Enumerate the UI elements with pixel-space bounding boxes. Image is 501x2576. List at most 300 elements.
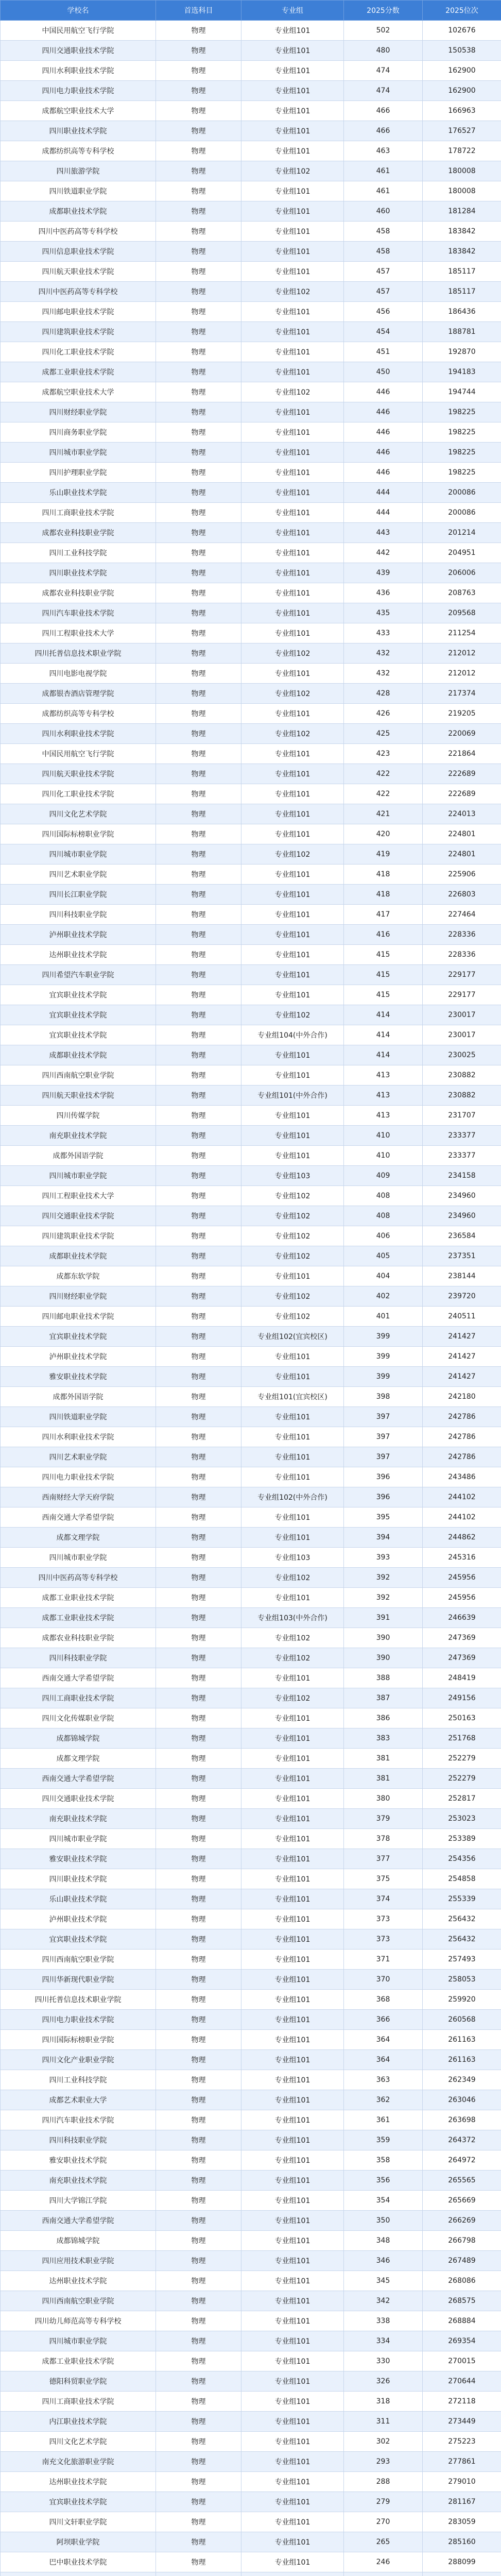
cell-group: 专业组101 xyxy=(241,1708,344,1728)
cell-score: 390 xyxy=(344,1628,423,1648)
cell-subject: 物理 xyxy=(156,563,241,583)
cell-subject: 物理 xyxy=(156,443,241,463)
cell-score: 415 xyxy=(344,965,423,985)
cell-school: 四川铁道职业学院 xyxy=(1,181,156,201)
cell-subject: 物理 xyxy=(156,1246,241,1266)
cell-score: 362 xyxy=(344,2090,423,2110)
cell-rank: 270015 xyxy=(423,2351,501,2371)
table-row xyxy=(1,1708,501,1728)
cell-rank: 250163 xyxy=(423,1708,501,1728)
cell-subject: 物理 xyxy=(156,2452,241,2472)
cell-school: 四川旅游学院 xyxy=(1,161,156,181)
cell-subject: 物理 xyxy=(156,925,241,945)
table-row xyxy=(1,1126,501,1146)
cell-school: 四川艺术职业学院 xyxy=(1,1447,156,1467)
cell-subject: 物理 xyxy=(156,824,241,844)
cell-score: 380 xyxy=(344,1789,423,1809)
cell-school: 成都航空职业技术大学 xyxy=(1,382,156,402)
cell-subject: 物理 xyxy=(156,2512,241,2532)
cell-school: 四川文化传媒职业学院 xyxy=(1,1708,156,1728)
cell-school: 四川建筑职业技术学院 xyxy=(1,322,156,342)
cell-group: 专业组102 xyxy=(241,724,344,744)
cell-subject: 物理 xyxy=(156,643,241,664)
cell-rank: 252279 xyxy=(423,1769,501,1789)
cell-score: 413 xyxy=(344,1065,423,1086)
cell-school: 四川工商职业技术学院 xyxy=(1,1688,156,1708)
cell-rank: 264372 xyxy=(423,2130,501,2150)
table-row xyxy=(1,865,501,885)
cell-score: 422 xyxy=(344,784,423,804)
cell-group: 专业组102 xyxy=(241,1286,344,1307)
table-row xyxy=(1,583,501,603)
cell-subject: 物理 xyxy=(156,1467,241,1487)
cell-rank: 192870 xyxy=(423,342,501,362)
cell-subject: 物理 xyxy=(156,101,241,121)
cell-rank: 261163 xyxy=(423,2050,501,2070)
header-rank: 2025位次 xyxy=(423,1,501,21)
cell-school: 四川护理职业学院 xyxy=(1,463,156,483)
cell-subject: 物理 xyxy=(156,2552,241,2572)
cell-score: 354 xyxy=(344,2191,423,2211)
table-row xyxy=(1,2090,501,2110)
cell-group: 专业组102 xyxy=(241,1246,344,1266)
cell-score: 246 xyxy=(344,2552,423,2572)
cell-rank: 253389 xyxy=(423,1829,501,1849)
cell-score: 415 xyxy=(344,945,423,965)
cell-group: 专业组101 xyxy=(241,1106,344,1126)
cell-group: 专业组102 xyxy=(241,1648,344,1668)
cell-group: 专业组101 xyxy=(241,764,344,784)
cell-school: 四川托普信息技术职业学院 xyxy=(1,643,156,664)
cell-school: 四川铁道职业学院 xyxy=(1,1407,156,1427)
cell-score: 373 xyxy=(344,1909,423,1929)
cell-school: 中国民用航空飞行学院 xyxy=(1,744,156,764)
table-row xyxy=(1,623,501,643)
table-row xyxy=(1,1226,501,1246)
cell-rank: 222689 xyxy=(423,764,501,784)
cell-group: 专业组101 xyxy=(241,1467,344,1487)
cell-school: 四川电力职业技术学院 xyxy=(1,1467,156,1487)
cell-score: 375 xyxy=(344,1869,423,1889)
cell-group: 专业组101 xyxy=(241,2452,344,2472)
cell-subject: 物理 xyxy=(156,242,241,262)
cell-subject: 物理 xyxy=(156,1889,241,1909)
cell-group: 专业组101 xyxy=(241,1929,344,1950)
table-row xyxy=(1,322,501,342)
cell-rank: 222689 xyxy=(423,784,501,804)
cell-school: 四川电影电视学院 xyxy=(1,664,156,684)
cell-school: 四川职业技术学院 xyxy=(1,563,156,583)
cell-rank: 176527 xyxy=(423,121,501,141)
cell-group: 专业组101 xyxy=(241,2070,344,2090)
cell-group: 专业组101 xyxy=(241,1507,344,1528)
table-row xyxy=(1,2231,501,2251)
cell-score: 397 xyxy=(344,1427,423,1447)
cell-score: 423 xyxy=(344,744,423,764)
cell-rank: 258053 xyxy=(423,1970,501,1990)
table-row xyxy=(1,1106,501,1126)
cell-school: 西南财经大学天府学院 xyxy=(1,1487,156,1507)
cell-score: 397 xyxy=(344,1447,423,1467)
cell-subject: 物理 xyxy=(156,1668,241,1688)
table-row xyxy=(1,2412,501,2432)
cell-rank: 251768 xyxy=(423,1728,501,1749)
cell-score: 383 xyxy=(344,1728,423,1749)
table-row xyxy=(1,945,501,965)
cell-score: 450 xyxy=(344,362,423,382)
cell-rank: 269354 xyxy=(423,2331,501,2351)
cell-subject: 物理 xyxy=(156,1728,241,1749)
cell-school: 宜宾职业技术学院 xyxy=(1,985,156,1005)
header-school: 学校名 xyxy=(1,1,156,21)
cell-score: 463 xyxy=(344,141,423,161)
cell-school: 四川科技职业学院 xyxy=(1,1648,156,1668)
cell-score: 338 xyxy=(344,2311,423,2331)
cell-group: 专业组101 xyxy=(241,2532,344,2552)
cell-group: 专业组101 xyxy=(241,463,344,483)
cell-score: 399 xyxy=(344,1347,423,1367)
cell-subject: 物理 xyxy=(156,1206,241,1226)
cell-school: 四川水利职业技术学院 xyxy=(1,1427,156,1447)
cell-score: 406 xyxy=(344,1226,423,1246)
cell-rank: 166963 xyxy=(423,101,501,121)
cell-subject: 物理 xyxy=(156,1065,241,1086)
cell-score: 397 xyxy=(344,1407,423,1427)
cell-group: 专业组101(中外合作) xyxy=(241,1086,344,1106)
cell-score: 379 xyxy=(344,1809,423,1829)
cell-group: 专业组101 xyxy=(241,2492,344,2512)
cell-rank: 262349 xyxy=(423,2070,501,2090)
cell-group: 专业组101 xyxy=(241,402,344,422)
cell-rank: 178722 xyxy=(423,141,501,161)
table-row xyxy=(1,1749,501,1769)
cell-rank: 241427 xyxy=(423,1327,501,1347)
table-row xyxy=(1,121,501,141)
cell-school: 四川邮电职业技术学院 xyxy=(1,1307,156,1327)
cell-school: 泸州职业技术学院 xyxy=(1,1909,156,1929)
cell-group: 专业组101 xyxy=(241,804,344,824)
cell-score: 410 xyxy=(344,1146,423,1166)
cell-group: 专业组101 xyxy=(241,2130,344,2150)
table-row xyxy=(1,1990,501,2010)
table-row xyxy=(1,1186,501,1206)
cell-group: 专业组101 xyxy=(241,543,344,563)
cell-score: 413 xyxy=(344,1106,423,1126)
cell-subject: 物理 xyxy=(156,2191,241,2211)
table-row xyxy=(1,824,501,844)
cell-subject: 物理 xyxy=(156,1327,241,1347)
cell-score: 460 xyxy=(344,201,423,222)
cell-group: 专业组101 xyxy=(241,744,344,764)
table-row xyxy=(1,965,501,985)
cell-group: 专业组102 xyxy=(241,643,344,664)
cell-subject: 物理 xyxy=(156,1708,241,1728)
cell-group: 专业组101 xyxy=(241,623,344,643)
cell-subject: 物理 xyxy=(156,463,241,483)
cell-score: 425 xyxy=(344,724,423,744)
cell-school: 成都农业科技职业学院 xyxy=(1,583,156,603)
cell-rank: 241427 xyxy=(423,1367,501,1387)
cell-school: 宜宾职业技术学院 xyxy=(1,1005,156,1025)
cell-subject: 物理 xyxy=(156,1829,241,1849)
table-row xyxy=(1,1588,501,1608)
table-row xyxy=(1,81,501,101)
cell-school: 四川城市职业学院 xyxy=(1,1166,156,1186)
cell-score: 342 xyxy=(344,2291,423,2311)
cell-school: 成都纺织高等专科学校 xyxy=(1,704,156,724)
cell-school: 宜宾职业技术学院 xyxy=(1,2492,156,2512)
cell-subject: 物理 xyxy=(156,1929,241,1950)
cell-subject: 物理 xyxy=(156,1789,241,1809)
cell-group: 专业组102 xyxy=(241,382,344,402)
cell-score: 378 xyxy=(344,1829,423,1849)
cell-group: 专业组101 xyxy=(241,1347,344,1367)
cell-group: 专业组101 xyxy=(241,483,344,503)
cell-rank: 221864 xyxy=(423,744,501,764)
cell-subject: 物理 xyxy=(156,1086,241,1106)
cell-score: 398 xyxy=(344,1387,423,1407)
cell-school: 成都纺织高等专科学校 xyxy=(1,141,156,161)
cell-score: 474 xyxy=(344,61,423,81)
cell-subject: 物理 xyxy=(156,1909,241,1929)
cell-score: 345 xyxy=(344,2271,423,2291)
table-row xyxy=(1,1728,501,1749)
cell-score: 417 xyxy=(344,905,423,925)
cell-group: 专业组103 xyxy=(241,1548,344,1568)
cell-subject: 物理 xyxy=(156,2090,241,2110)
cell-group: 专业组102 xyxy=(241,1226,344,1246)
cell-score: 456 xyxy=(344,302,423,322)
table-row xyxy=(1,804,501,824)
cell-subject: 物理 xyxy=(156,2412,241,2432)
cell-rank: 200086 xyxy=(423,503,501,523)
cell-school: 四川财经职业学院 xyxy=(1,402,156,422)
cell-score: 270 xyxy=(344,2512,423,2532)
cell-group: 专业组101 xyxy=(241,1266,344,1286)
cell-subject: 物理 xyxy=(156,724,241,744)
cell-subject: 物理 xyxy=(156,543,241,563)
cell-group: 专业组101 xyxy=(241,342,344,362)
cell-group: 专业组101 xyxy=(241,2211,344,2231)
cell-group: 专业组101 xyxy=(241,2512,344,2532)
cell-rank: 288099 xyxy=(423,2552,501,2572)
cell-rank: 244102 xyxy=(423,1507,501,1528)
table-row xyxy=(1,282,501,302)
cell-school: 四川航天职业技术学院 xyxy=(1,764,156,784)
cell-subject: 物理 xyxy=(156,583,241,603)
cell-rank: 245316 xyxy=(423,1548,501,1568)
cell-subject: 物理 xyxy=(156,784,241,804)
cell-school: 四川水利职业技术学院 xyxy=(1,724,156,744)
cell-group: 专业组102 xyxy=(241,1206,344,1226)
cell-score: 461 xyxy=(344,181,423,201)
cell-rank: 245956 xyxy=(423,1568,501,1588)
table-row xyxy=(1,1668,501,1688)
cell-school: 成都锦城学院 xyxy=(1,2231,156,2251)
cell-group: 专业组101 xyxy=(241,2552,344,2572)
cell-group: 专业组101 xyxy=(241,2351,344,2371)
table-row xyxy=(1,161,501,181)
cell-rank: 186436 xyxy=(423,302,501,322)
cell-group: 专业组101 xyxy=(241,362,344,382)
cell-subject: 物理 xyxy=(156,965,241,985)
cell-score: 395 xyxy=(344,1507,423,1528)
cell-score: 418 xyxy=(344,885,423,905)
cell-subject: 物理 xyxy=(156,2070,241,2090)
cell-group: 专业组101 xyxy=(241,784,344,804)
cell-score: 414 xyxy=(344,1005,423,1025)
cell-score: 405 xyxy=(344,1246,423,1266)
cell-rank: 228336 xyxy=(423,945,501,965)
cell-group: 专业组102 xyxy=(241,844,344,865)
cell-school: 四川大学锦江学院 xyxy=(1,2191,156,2211)
cell-score: 502 xyxy=(344,21,423,41)
table-row xyxy=(1,523,501,543)
cell-rank: 246639 xyxy=(423,1608,501,1628)
cell-group: 专业组101 xyxy=(241,422,344,443)
cell-subject: 物理 xyxy=(156,2311,241,2331)
table-row xyxy=(1,181,501,201)
cell-school: 四川财经职业学院 xyxy=(1,1286,156,1307)
cell-score: 458 xyxy=(344,242,423,262)
cell-school: 西南交通大学希望学院 xyxy=(1,1668,156,1688)
cell-school: 四川电力职业技术学院 xyxy=(1,81,156,101)
table-row xyxy=(1,242,501,262)
cell-score: 388 xyxy=(344,1668,423,1688)
cell-score: 454 xyxy=(344,322,423,342)
cell-score: 371 xyxy=(344,1950,423,1970)
cell-subject: 物理 xyxy=(156,382,241,402)
cell-school: 四川邮电职业技术学院 xyxy=(1,302,156,322)
table-row xyxy=(1,1507,501,1528)
table-row xyxy=(1,2452,501,2472)
cell-subject: 物理 xyxy=(156,1970,241,1990)
cell-school: 四川交通职业技术学院 xyxy=(1,1206,156,1226)
cell-rank: 219205 xyxy=(423,704,501,724)
cell-rank: 230017 xyxy=(423,1005,501,1025)
table-row xyxy=(1,925,501,945)
cell-rank: 194744 xyxy=(423,382,501,402)
cell-subject: 物理 xyxy=(156,2150,241,2171)
cell-subject: 物理 xyxy=(156,141,241,161)
cell-group: 专业组101 xyxy=(241,1990,344,2010)
cell-group: 专业组102 xyxy=(241,282,344,302)
cell-rank: 242786 xyxy=(423,1407,501,1427)
cell-subject: 物理 xyxy=(156,2110,241,2130)
table-row xyxy=(1,1327,501,1347)
cell-group: 专业组101 xyxy=(241,523,344,543)
cell-rank: 206006 xyxy=(423,563,501,583)
cell-rank: 285160 xyxy=(423,2532,501,2552)
cell-group: 专业组101 xyxy=(241,443,344,463)
cell-score: 330 xyxy=(344,2351,423,2371)
cell-subject: 物理 xyxy=(156,1528,241,1548)
cell-group: 专业组101 xyxy=(241,61,344,81)
cell-school: 四川商务职业学院 xyxy=(1,422,156,443)
cell-school: 四川交通职业技术学院 xyxy=(1,41,156,61)
table-row xyxy=(1,402,501,422)
cell-rank: 238144 xyxy=(423,1266,501,1286)
cell-rank: 248419 xyxy=(423,1668,501,1688)
table-row xyxy=(1,262,501,282)
cell-score: 413 xyxy=(344,1086,423,1106)
cell-subject: 物理 xyxy=(156,1568,241,1588)
cell-subject xyxy=(156,2572,241,2576)
cell-subject: 物理 xyxy=(156,1427,241,1447)
cell-rank: 265565 xyxy=(423,2171,501,2191)
cell-school: 四川工商职业技术学院 xyxy=(1,2392,156,2412)
cell-score: 408 xyxy=(344,1206,423,1226)
table-row xyxy=(1,1367,501,1387)
cell-school: 南充职业技术学院 xyxy=(1,1809,156,1829)
cell-score: 410 xyxy=(344,1126,423,1146)
cell-school: 巴中职业技术学院 xyxy=(1,2552,156,2572)
cell-school: 四川华新现代职业学院 xyxy=(1,1970,156,1990)
cell-group: 专业组101 xyxy=(241,905,344,925)
cell-school: 南充职业技术学院 xyxy=(1,2171,156,2191)
cell-school: 成都工业职业技术学院 xyxy=(1,2351,156,2371)
cell-school: 泸州职业技术学院 xyxy=(1,925,156,945)
cell-rank: 242786 xyxy=(423,1447,501,1467)
cell-group: 专业组104(中外合作) xyxy=(241,1025,344,1045)
cell-score: 404 xyxy=(344,1266,423,1286)
cell-group: 专业组101 xyxy=(241,1889,344,1909)
cell-rank: 224801 xyxy=(423,824,501,844)
cell-school: 中国民用航空飞行学院 xyxy=(1,21,156,41)
table-row xyxy=(1,2512,501,2532)
cell-score: 414 xyxy=(344,1025,423,1045)
cell-group: 专业组101 xyxy=(241,1146,344,1166)
cell-subject: 物理 xyxy=(156,1025,241,1045)
cell-score: 446 xyxy=(344,443,423,463)
cell-school: 四川艺术职业学院 xyxy=(1,865,156,885)
cell-score: 348 xyxy=(344,2231,423,2251)
cell-group: 专业组101 xyxy=(241,262,344,282)
cell-group: 专业组101 xyxy=(241,2110,344,2130)
cell-rank: 256432 xyxy=(423,1929,501,1950)
cell-group: 专业组101 xyxy=(241,603,344,623)
cell-school: 四川西南航空职业学院 xyxy=(1,1065,156,1086)
cell-group: 专业组101 xyxy=(241,925,344,945)
cell-group: 专业组101 xyxy=(241,1668,344,1688)
table-row xyxy=(1,563,501,583)
cell-rank: 252279 xyxy=(423,1749,501,1769)
cell-subject: 物理 xyxy=(156,1688,241,1708)
cell-score: 419 xyxy=(344,844,423,865)
cell-subject: 物理 xyxy=(156,1588,241,1608)
cell-school: 西南交通大学希望学院 xyxy=(1,2211,156,2231)
cell-rank: 217374 xyxy=(423,684,501,704)
cell-group: 专业组101 xyxy=(241,141,344,161)
table-row xyxy=(1,2572,501,2576)
cell-score: 421 xyxy=(344,804,423,824)
cell-rank: 230025 xyxy=(423,1045,501,1065)
cell-score: 443 xyxy=(344,523,423,543)
cell-subject: 物理 xyxy=(156,1849,241,1869)
cell-score: 435 xyxy=(344,603,423,623)
cell-group: 专业组101 xyxy=(241,1126,344,1146)
cell-group: 专业组101 xyxy=(241,865,344,885)
cell-rank: 220069 xyxy=(423,724,501,744)
cell-school: 四川文化产业职业学院 xyxy=(1,2050,156,2070)
cell-group: 专业组102 xyxy=(241,161,344,181)
cell-subject: 物理 xyxy=(156,985,241,1005)
cell-score: 387 xyxy=(344,1688,423,1708)
cell-score: 265 xyxy=(344,2532,423,2552)
cell-school: 四川文轩职业学院 xyxy=(1,2512,156,2532)
cell-rank: 249156 xyxy=(423,1688,501,1708)
cell-subject: 物理 xyxy=(156,1950,241,1970)
